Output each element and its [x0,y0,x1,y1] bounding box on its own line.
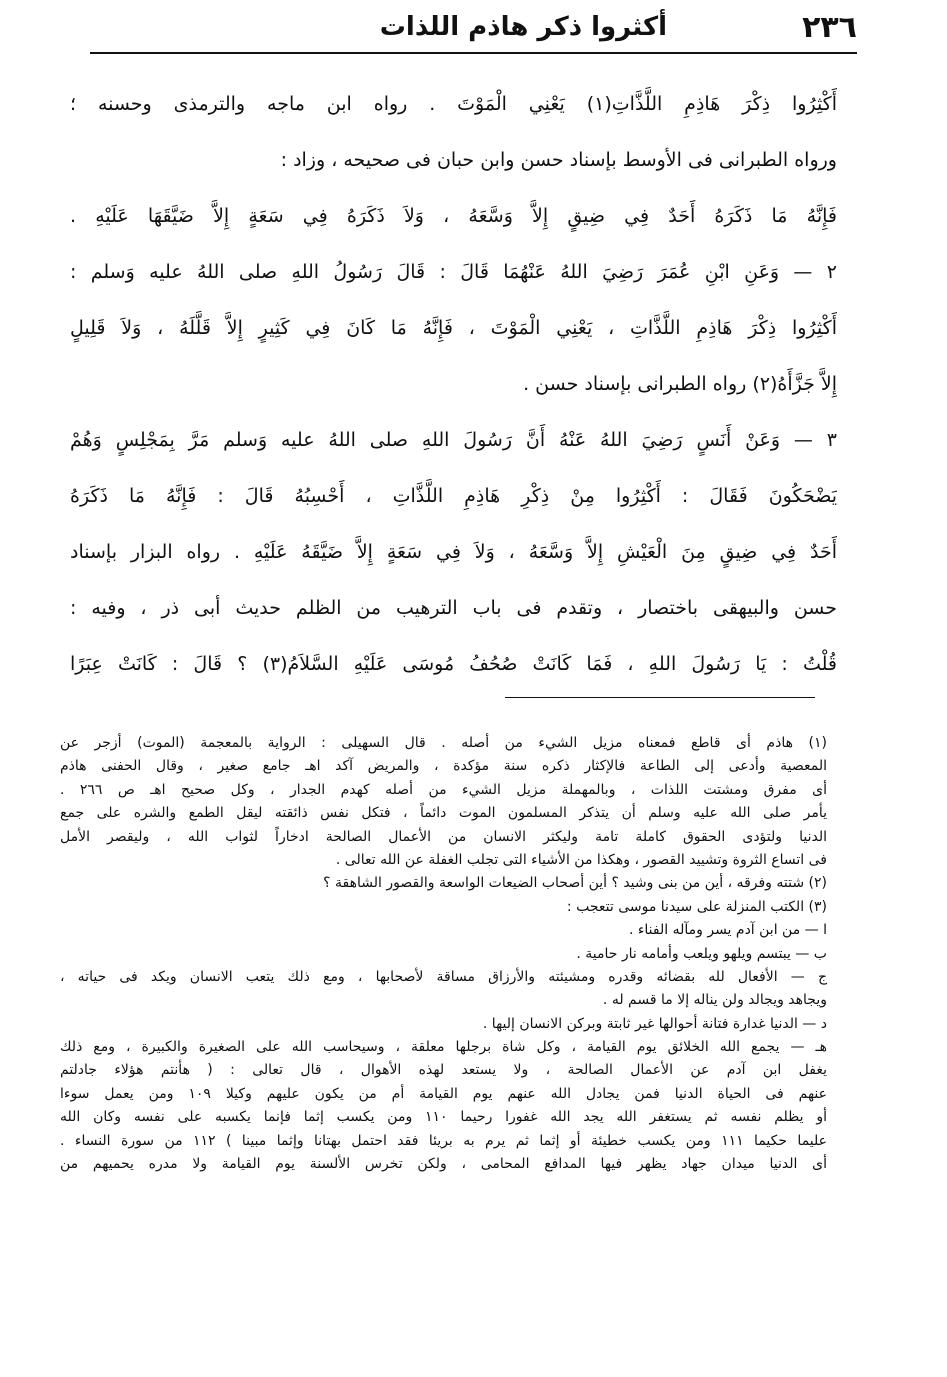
running-head [90,6,857,52]
footnote-line: أى مفرق ومشتت اللذات ، وبالمهملة مزيل الشيء من أصله كهدم الجدار ، وكل صحيح اهـ ص ٢٦٦ . [60,781,827,798]
main-text-line: يَضْحَكُونَ فَقَالَ : أَكْثِرُوا مِنْ ذِكْرِ هَاذِمِ اللَّذَّاتِ ، أَحْسِبُهُ قَالَ : فَإِنَّهُ مَا ذَكَرَهُ [70,485,837,507]
running-title: أكثروا ذكر هاذم اللذات [379,12,667,42]
main-text-line: فَإِنَّهُ مَا ذَكَرَهُ أَحَدٌ فِي ضِيقٍ إِلاَّ وَسَّعَهُ ، وَلاَ ذَكَرَهُ فِي سَعَةٍ إِلاَّ ضَيَّقَهَا عَلَيْهِ . [70,205,837,227]
main-text-line: أَحَدٌ فِي ضِيقٍ مِنَ الْعَيْشِ إِلاَّ وَسَّعَهُ ، وَلاَ فِي سَعَةٍ إِلاَّ ضَيَّقَهُ عَلَيْهِ . رواه البزار بإسناد [70,541,837,563]
header-rule [90,52,857,54]
main-text-line: ٣ — وَعَنْ أَنَسٍ رَضِيَ اللهُ عَنْهُ أَنَّ رَسُولَ اللهِ صلى اللهُ عليه وَسلم مَرَّ بِمَجْلِسٍ وَهُمْ [70,429,837,451]
footnote-line: (١) هاذم أى قاطع فمعناه مزيل الشيء من أصله . قال السهيلى : الرواية بالمعجمة (الموت) أزجر عن [60,735,827,751]
footnote-line: يأمر صلى الله عليه وسلم أن يتذكر المسلمون الموت دائماً ، فتكل نفس ذائقته ليقل الطمع والشره على جمع [60,805,827,822]
main-text-line: أَكْثِرُوا ذِكْرَ هَاذِمِ اللَّذَّاتِ(١) يَعْنِي الْمَوْتَ . رواه ابن ماجه والترمذى وحسنه ؛ [70,93,837,115]
footnote-line: عنهم فى الحياة الدنيا فمن يجادل الله عنهم يوم القيامة أم من يكون عليهم وكيلا ١٠٩ ومن يعمل سوءا [60,1085,827,1102]
footnote-line: أى الدنيا ميدان جهاد يظهر فيها المدافع المحامى ، ولكن تخرس الألسنة يوم القيامة ولا مدره يحميهم من [60,1156,827,1173]
footnote-line: (٣) الكتب المنزلة على سيدنا موسى تتعجب : [566,898,827,915]
footnote-line: د — الدنيا غدارة فتانة أحوالها غير ثابتة وبركن الانسان إليها . [482,1015,827,1032]
footnote-line: ويجاهد ويجالد ولن يناله إلا ما قسم له . [602,992,827,1009]
main-text-line: حسن والبيهقى باختصار ، وتقدم فى باب الترهيب من الظلم حديث أبى ذر ، وفيه : [70,597,837,619]
footnote-line: المعصية وأدعى إلى الطاعة فالإكثار ذكره سنة مؤكدة ، والمريض آكد اهـ جامع صغير ، وقال الحفنى هاذم [60,758,827,775]
main-text-line: أَكْثِرُوا ذِكْرَ هَاذِمِ اللَّذَّاتِ ، يَعْنِي الْمَوْتَ ، فَإِنَّهُ مَا كَانَ فِي كَثِيرٍ إِلاَّ قَلَّلَهُ ، وَلاَ قَلِيلٍ [70,317,837,339]
main-text [70,76,837,692]
main-text-line: ٢ — وَعَنِ ابْنِ عُمَرَ رَضِيَ اللهُ عَنْهُمَا قَالَ : قَالَ رَسُولُ اللهِ صلى اللهُ عليه وَسلم : [70,261,837,283]
main-text-line: قُلْتُ : يَا رَسُولَ اللهِ ، فَمَا كَانَتْ صُحُفُ مُوسَى عَلَيْهِ السَّلاَمُ(٣) ؟ قَالَ : كَانَتْ عِبَرًا [70,653,837,675]
footnote-separator [505,697,815,698]
main-text-line: إِلاَّ جَزَّأَهُ(٢) رواه الطبرانى بإسناد حسن . [523,373,837,395]
page-number: ٢٣٦ [802,10,857,45]
footnote-line: ج — الأفعال لله بقضائه وقدره ومشيئته والأرزاق مساقة لأصحابها ، ومع ذلك يتعب الانسان ويكد فى حياته ، [60,968,827,985]
footnotes [60,732,827,1176]
footnote-line: ا — من ابن آدم يسر ومآله الفناء . [628,922,827,939]
main-text-line: ورواه الطبرانى فى الأوسط بإسناد حسن وابن حبان فى صحيحه ، وزاد : [280,149,837,171]
footnote-line: ب — يبتسم ويلهو ويلعب وأمامه نار حامية . [576,945,827,962]
footnote-line: فى اتساع الثروة وتشييد القصور ، وهكذا من الأشياء التى تجلب الغفلة عن الله تعالى . [335,851,827,868]
footnote-line: (٢) شتته وفرقه ، أين من بنى وشيد ؟ أين أصحاب الضيعات الواسعة والقصور الشاهقة ؟ [323,875,827,892]
footnote-line: هـ — يجمع الله الخلائق يوم القيامة ، وكل شاة برجلها معلقة ، وسيحاسب الله على الصغيرة والكبيرة ، ومع ذلك [60,1039,827,1056]
footnote-line: الدنيا ولتؤدى الحقوق كاملة تامة وليكثر الانسان من الأعمال الصالحة ادخاراً لثواب الله ، وليقصر الأمل [60,828,827,845]
footnote-line: عليما حكيما ١١١ ومن يكسب خطيئة أو إثما ثم يرم به بريئا فقد احتمل بهتانا وإثما مبينا ) ١١٢ من سورة النساء . [60,1132,827,1149]
footnote-line: أو يظلم نفسه ثم يستغفر الله يجد الله غفورا رحيما ١١٠ ومن يكسب إثما فإنما يكسبه على نفسه وكان الله [60,1109,827,1126]
footnote-line: يغفل ابن آدم عن الأعمال الصالحة ، ولا يستعد لهذه الأهوال ، قال تعالى : ( هأنتم هؤلاء جادلتم [60,1062,827,1079]
